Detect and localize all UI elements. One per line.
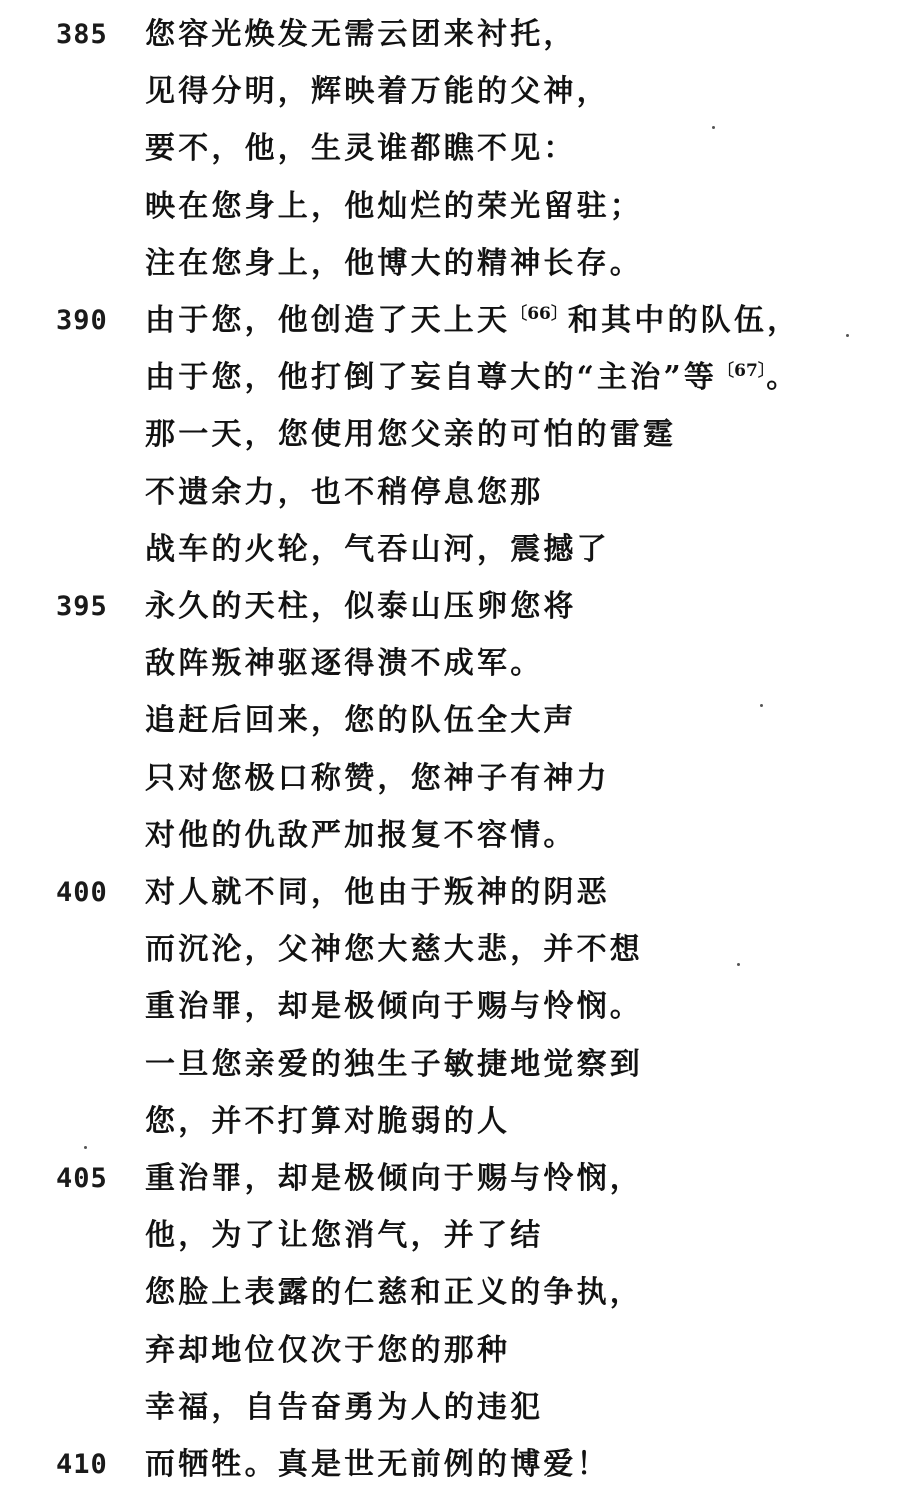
verse-text: [145, 1264, 643, 1321]
poem-line: [0, 6, 900, 63]
verse-text: [145, 750, 610, 807]
verse-segment: 幸福，自告奋勇为人的违犯: [145, 1389, 544, 1425]
poem-line: [0, 178, 900, 235]
poem-line: [0, 292, 900, 349]
line-number: 395: [56, 591, 108, 622]
scan-speck: [712, 126, 715, 129]
scan-speck: [84, 1146, 87, 1149]
verse-segment: 永久的天柱，似泰山压卵您将: [145, 589, 577, 624]
verse-segment: 弃却地位仅次于您的那种: [145, 1332, 511, 1368]
verse-text: [145, 578, 577, 635]
poem-line: [0, 692, 900, 749]
verse-segment: 只对您极口称赞，您神子有神力: [145, 760, 610, 796]
line-number: 405: [56, 1163, 108, 1194]
poem-line: [0, 406, 900, 463]
poem-line: [0, 578, 900, 635]
verse-segment: 见得分明，辉映着万能的父神，: [145, 74, 610, 110]
poem-line: [0, 1264, 900, 1321]
verse-text: [145, 464, 543, 521]
line-number: 410: [56, 1449, 108, 1480]
verse-text: [145, 120, 577, 177]
verse-segment: 不遗余力，也不稍停息您那: [145, 474, 544, 510]
poem-line: [0, 921, 900, 978]
verse-segment: 您，并不打算对脆弱的人: [145, 1103, 511, 1139]
verse-text: [145, 1150, 643, 1207]
poem-line: [0, 349, 900, 406]
verse-segment: 由于您，他打倒了妄自尊大的“主治”等: [145, 360, 718, 396]
poem-line: [0, 635, 900, 692]
verse-segment: 追赶后回来，您的队伍全大声: [145, 703, 577, 739]
verse-text: [145, 864, 610, 921]
poem-line: [0, 521, 900, 578]
poem-line: [0, 978, 900, 1035]
scan-speck: [760, 704, 763, 707]
verse-text: [145, 1093, 510, 1150]
verse-segment: 重治罪，却是极倾向于赐与怜悯，: [145, 1161, 643, 1196]
verse-text: [145, 978, 643, 1035]
poem-line: [0, 120, 900, 177]
verse-segment: 您容光焕发无需云团来衬托，: [145, 17, 577, 52]
verse-segment: 重治罪，却是极倾向于赐与怜悯。: [145, 989, 643, 1025]
line-number: 385: [56, 19, 108, 50]
poem-line: [0, 235, 900, 292]
verse-text: [145, 1436, 610, 1493]
poem-line: [0, 807, 900, 864]
verse-segment: 和其中的队伍，: [567, 303, 801, 338]
verse-segment: 战车的火轮，气吞山河，震撼了: [145, 531, 610, 567]
verse-text: [145, 1207, 543, 1264]
verse-text: [145, 692, 577, 749]
verse-text: [145, 1379, 543, 1436]
poem-line: [0, 1150, 900, 1207]
verse-segment: 由于您，他创造了天上天: [145, 303, 511, 338]
poem-line: [0, 63, 900, 120]
poem-line: [0, 864, 900, 921]
poem-line: [0, 464, 900, 521]
verse-segment: 他，为了让您消气，并了结: [145, 1218, 544, 1254]
poem-line: [0, 1379, 900, 1436]
verse-segment: 而沉沦，父神您大慈大悲，并不想: [145, 932, 643, 968]
verse-segment: 一旦您亲爱的独生子敏捷地觉察到: [145, 1046, 643, 1082]
verse-segment: 要不，他，生灵谁都瞧不见：: [145, 131, 577, 167]
scan-speck: [737, 963, 740, 966]
verse-text: [145, 6, 577, 63]
verse-text: [145, 406, 676, 463]
verse-segment: 而牺牲。真是世无前例的博爱！: [145, 1447, 610, 1482]
poem-line: [0, 750, 900, 807]
poem-line: [0, 1093, 900, 1150]
verse-segment: 对人就不同，他由于叛神的阴恶: [145, 875, 610, 910]
verse-text: [145, 921, 643, 978]
verse-segment: 。: [766, 360, 800, 396]
verse-segment: 您脸上表露的仁慈和正义的争执，: [145, 1275, 643, 1311]
verse-text: [145, 292, 800, 349]
poem-line: [0, 1036, 900, 1093]
poem-line: [0, 1207, 900, 1264]
poem-line: [0, 1436, 900, 1493]
verse-text: [145, 349, 800, 406]
verse-text: [145, 178, 643, 235]
verse-text: [145, 807, 577, 864]
verse-text: [145, 235, 643, 292]
verse-segment: 映在您身上，他灿烂的荣光留驻；: [145, 188, 643, 224]
verse-text: [145, 635, 543, 692]
verse-text: [145, 63, 610, 120]
poem-line: [0, 1322, 900, 1379]
verse-text: [145, 521, 610, 578]
line-number: 390: [56, 305, 108, 336]
verse-segment: 对他的仇敌严加报复不容情。: [145, 817, 577, 853]
verse-segment: 那一天，您使用您父亲的可怕的雷霆: [145, 417, 677, 453]
line-number: 400: [56, 877, 108, 908]
scan-speck: [846, 334, 849, 337]
verse-text: [145, 1322, 510, 1379]
footnote-ref[interactable]: 〔67〕: [717, 361, 767, 382]
verse-segment: 敌阵叛神驱逐得溃不成军。: [145, 646, 544, 682]
footnote-ref[interactable]: 〔66〕: [510, 304, 568, 324]
verse-text: [145, 1036, 643, 1093]
verse-segment: 注在您身上，他博大的精神长存。: [145, 245, 643, 281]
